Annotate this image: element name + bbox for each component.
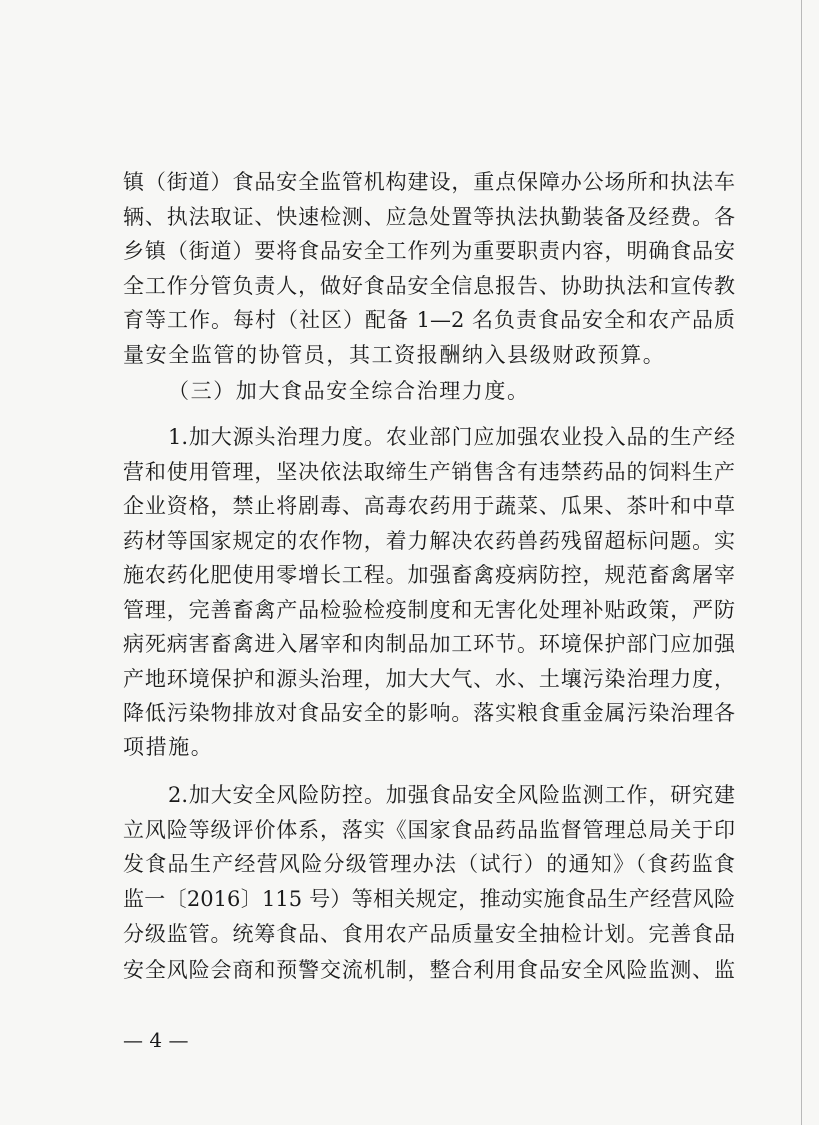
text-line: 降低污染物排放对食品安全的影响。落实粮食重金属污染治理各 — [123, 701, 735, 725]
text-line: 1.加大源头治理力度。农业部门应加强农业投入品的生产经 — [168, 425, 735, 449]
text-line: 镇（街道）食品安全监管机构建设，重点保障办公场所和执法车 — [123, 170, 735, 194]
text-line: 安全风险会商和预警交流机制，整合利用食品安全风险监测、监 — [123, 958, 735, 982]
scan-edge-line — [801, 0, 802, 1125]
text-line: 量安全监管的协管员，其工资报酬纳入县级财政预算。 — [123, 343, 666, 367]
text-line: 产地环境保护和源头治理，加大大气、水、土壤污染治理力度， — [123, 667, 735, 691]
text-line: 项措施。 — [123, 735, 214, 759]
text-line: 病死病害畜禽进入屠宰和肉制品加工环节。环境保护部门应加强 — [123, 632, 735, 656]
text-line: 辆、执法取证、快速检测、应急处置等执法执勤装备及经费。各 — [123, 205, 735, 229]
text-line: 全工作分管负责人，做好食品安全信息报告、协助执法和宣传教 — [123, 274, 735, 298]
text-line: 2.加大安全风险防控。加强食品安全风险监测工作，研究建 — [168, 783, 735, 807]
text-line: 药材等国家规定的农作物，着力解决农药兽药残留超标问题。实 — [123, 529, 735, 553]
page-number: — 4 — — [123, 1028, 189, 1052]
text-line: （三）加大食品安全综合治理力度。 — [168, 379, 530, 403]
text-line: 育等工作。每村（社区）配备 1—2 名负责食品安全和农产品质 — [123, 308, 735, 332]
text-line: 发食品生产经营风险分级管理办法（试行）的通知》（食药监食 — [123, 852, 735, 876]
text-line: 监一〔2016〕115 号）等相关规定，推动实施食品生产经营风险 — [123, 887, 735, 911]
text-line: 立风险等级评价体系，落实《国家食品药品监督管理总局关于印 — [123, 818, 735, 842]
text-line: 企业资格，禁止将剧毒、高毒农药用于蔬菜、瓜果、茶叶和中草 — [123, 494, 735, 518]
text-line: 管理，完善畜禽产品检验检疫制度和无害化处理补贴政策，严防 — [123, 598, 735, 622]
text-line: 营和使用管理，坚决依法取缔生产销售含有违禁药品的饲料生产 — [123, 460, 735, 484]
text-line: 施农药化肥使用零增长工程。加强畜禽疫病防控，规范畜禽屠宰 — [123, 563, 735, 587]
text-line: 乡镇（街道）要将食品安全工作列为重要职责内容，明确食品安 — [123, 239, 735, 263]
text-line: 分级监管。统筹食品、食用农产品质量安全抽检计划。完善食品 — [123, 922, 735, 946]
